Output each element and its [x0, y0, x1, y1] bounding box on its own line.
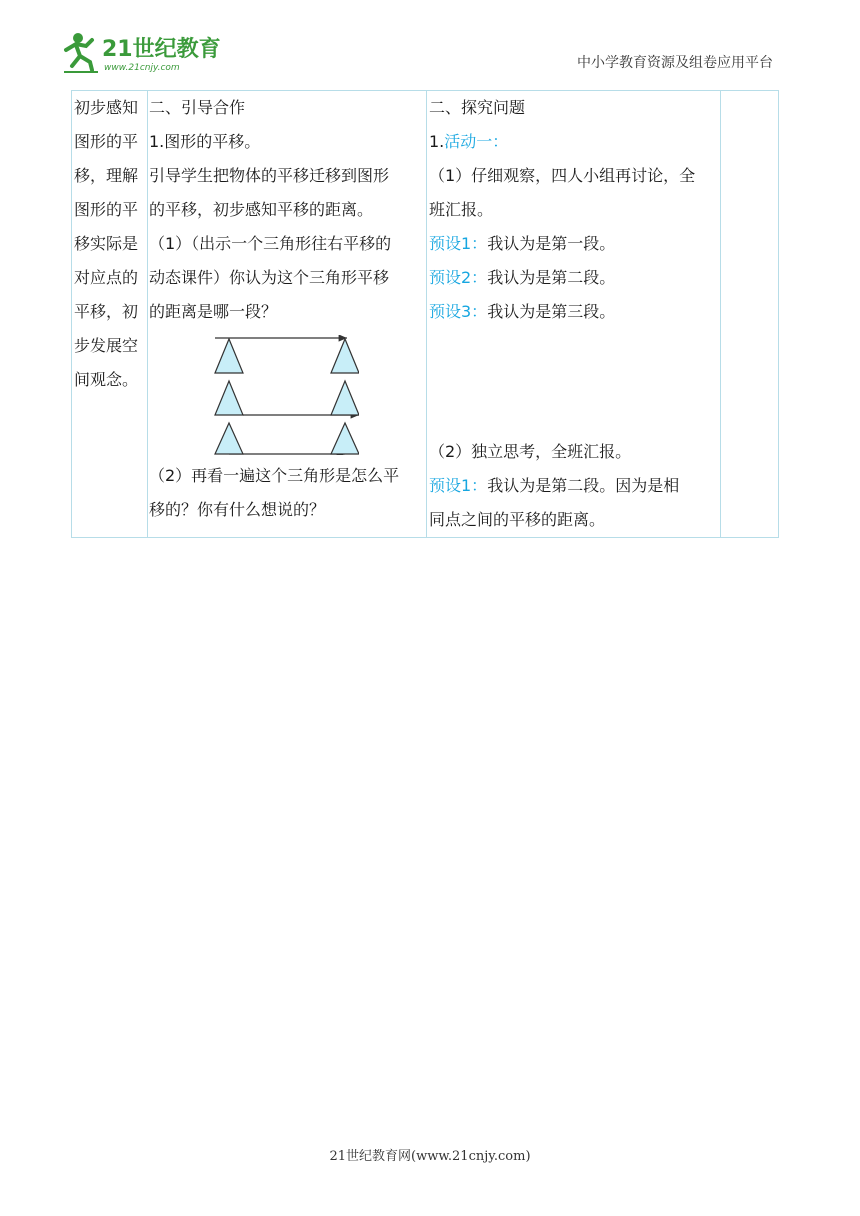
triangle-icon: [215, 381, 243, 415]
preset-label: 预设2：: [429, 268, 488, 287]
objective-line: 间观念。: [74, 370, 139, 389]
distance-option-3: [215, 423, 359, 454]
objective-cell: [72, 91, 148, 538]
platform-title: 中小学教育资源及组卷应用平台: [577, 55, 773, 71]
runner-icon: [64, 33, 98, 72]
logo-url: www.21cnjy.com: [104, 63, 180, 73]
text-line: 同点之间的平移的距离。: [429, 510, 606, 529]
preset-label: 预设1：: [429, 476, 488, 495]
text-line: 班汇报。: [429, 200, 494, 219]
objective-line: 步发展空: [74, 336, 139, 355]
activity-title: [429, 125, 720, 159]
triangle-icon: [331, 339, 359, 373]
text-line: （2）再看一遍这个三角形是怎么平: [149, 466, 400, 485]
table-row: [72, 91, 779, 538]
text-line: （1）仔细观察，四人小组再讨论，全: [429, 166, 696, 185]
page-header: [0, 0, 860, 85]
objective-line: 移实际是: [74, 234, 139, 253]
preset-line: [429, 469, 720, 503]
text-line: 引导学生把物体的平移迁移到图形: [149, 166, 390, 185]
preset-line: [429, 227, 720, 261]
triangle-icon: [331, 423, 359, 454]
spacer: [429, 329, 720, 435]
preset-line: [429, 295, 720, 329]
objective-line: 对应点的: [74, 268, 139, 287]
logo-text: 21世纪教育: [102, 37, 221, 62]
text-line: （1）（出示一个三角形往右平移的: [149, 234, 392, 253]
distance-option-2: [215, 381, 359, 415]
distance-option-1: [215, 338, 359, 373]
teacher-activity-cell: [148, 91, 427, 538]
objective-line: 图形的平: [74, 200, 139, 219]
triangle-icon: [215, 423, 243, 454]
text-line: 的平移，初步感知平移的距离。: [149, 200, 374, 219]
triangle-icon: [331, 381, 359, 415]
page-footer: 21世纪教育网(www.21cnjy.com): [329, 1149, 531, 1164]
triangle-translation-figure: [209, 335, 359, 455]
objective-line: 图形的平: [74, 132, 139, 151]
notes-cell: [721, 91, 779, 538]
preset-label: 预设3：: [429, 302, 488, 321]
activity-label: 活动一：: [444, 132, 509, 151]
preset-text: 我认为是第一段。: [487, 234, 616, 253]
section-heading: 二、探究问题: [429, 98, 526, 117]
preset-label: 预设1：: [429, 234, 488, 253]
text-line: 动态课件）你认为这个三角形平移: [149, 268, 390, 287]
text-line: （2）独立思考，全班汇报。: [429, 442, 632, 461]
triangle-icon: [215, 339, 243, 373]
text-line: 1.图形的平移。: [149, 132, 261, 151]
student-activity-cell: [427, 91, 721, 538]
preset-line: [429, 261, 720, 295]
text-line: 的距离是哪一段？: [149, 302, 278, 321]
objective-line: 初步感知: [74, 98, 139, 117]
text-line: 移的？你有什么想说的？: [149, 500, 326, 519]
preset-text: 我认为是第二段。: [487, 268, 616, 287]
preset-text: 我认为是第三段。: [487, 302, 616, 321]
objective-line: 平移，初: [74, 302, 139, 321]
section-heading: 二、引导合作: [149, 98, 246, 117]
logo: [62, 28, 232, 76]
lesson-table: [71, 90, 779, 538]
activity-number: 1.: [429, 132, 445, 151]
objective-line: 移，理解: [74, 166, 139, 185]
preset-text: 我认为是第二段。因为是相: [487, 476, 680, 495]
